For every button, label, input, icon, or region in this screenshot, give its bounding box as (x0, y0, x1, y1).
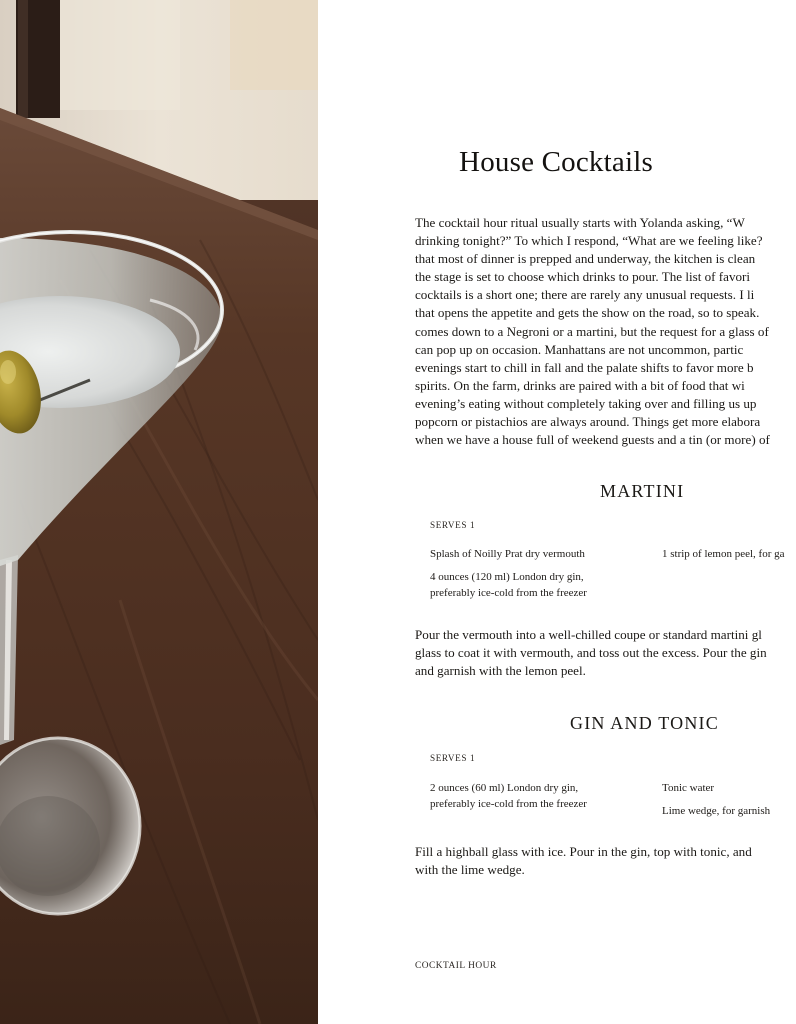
intro-line: drinking tonight?” To which I respond, “What are we feeling like? (415, 233, 763, 249)
ingredient (430, 547, 585, 563)
martini-photo (0, 0, 318, 1024)
ingredient-line: Lime wedge, for garnish (662, 805, 771, 817)
method-line: with the lime wedge. (415, 862, 525, 878)
ingredient (662, 781, 714, 797)
serves-gin-and-tonic: SERVES 1 (430, 753, 476, 763)
intro-line: can pop up on occasion. Manhattans are not uncommon, partic (415, 341, 744, 357)
ingredient-line: preferably ice-cold from the freezer (430, 586, 587, 599)
method-line: Fill a highball glass with ice. Pour in the gin, top with tonic, and (415, 844, 752, 859)
ingredient-line: 2 ounces (60 ml) London dry gin, (430, 782, 579, 794)
intro-line: when we have a house full of weekend guests and a tin (or more) of (415, 432, 770, 448)
intro-line: that most of dinner is prepped and underway, the kitchen is clean (415, 251, 756, 267)
recipe-page (318, 0, 796, 1024)
intro-line: The cocktail hour ritual usually starts with Yolanda asking, “W (415, 215, 745, 230)
ingredient (662, 804, 770, 820)
intro-paragraph (415, 214, 796, 449)
ingredient (662, 547, 785, 563)
method-martini (415, 626, 796, 680)
ingredient (430, 570, 587, 601)
ingredient-line: 1 strip of lemon peel, for ga (662, 548, 785, 560)
ingredient-line: Tonic water (662, 782, 715, 794)
method-line: Pour the vermouth into a well-chilled coupe or standard martini gl (415, 627, 762, 642)
ingredient (430, 781, 587, 812)
intro-line: evenings start to chill in fall and the palate shifts to favor more b (415, 359, 754, 375)
intro-line: that opens the appetite and gets the show on the road, so to speak. (415, 305, 760, 321)
recipe-title-martini: MARTINI (600, 481, 685, 501)
intro-line: spirits. On the farm, drinks are paired with a bit of food that wi (415, 377, 745, 393)
ingredient-line: preferably ice-cold from the freezer (430, 797, 587, 810)
serves-martini: SERVES 1 (430, 520, 476, 530)
ingredient-line: 4 ounces (120 ml) London dry gin, (430, 571, 584, 583)
martini-glass-with-olive-icon (0, 0, 318, 1024)
running-footer: COCKTAIL HOUR (415, 961, 497, 971)
method-line: and garnish with the lemon peel. (415, 663, 586, 679)
intro-line: cocktails is a short one; there are rarely any unusual requests. I li (415, 287, 755, 303)
ingredient-line: Splash of Noilly Prat dry vermouth (430, 548, 585, 560)
recipe-title-gin-and-tonic: GIN AND TONIC (570, 713, 719, 733)
method-line: glass to coat it with vermouth, and toss out the excess. Pour the gin (415, 645, 767, 661)
method-gin-and-tonic (415, 843, 796, 879)
intro-line: comes down to a Negroni or a martini, but the request for a glass of (415, 323, 769, 339)
intro-line: the stage is set to choose which drinks to pour. The list of favori (415, 269, 751, 285)
page-title: House Cocktails (459, 146, 653, 178)
intro-line: popcorn or pistachios are always around. Things get more elabora (415, 414, 761, 430)
intro-line: evening’s eating without completely taking over and filling us up (415, 395, 757, 411)
